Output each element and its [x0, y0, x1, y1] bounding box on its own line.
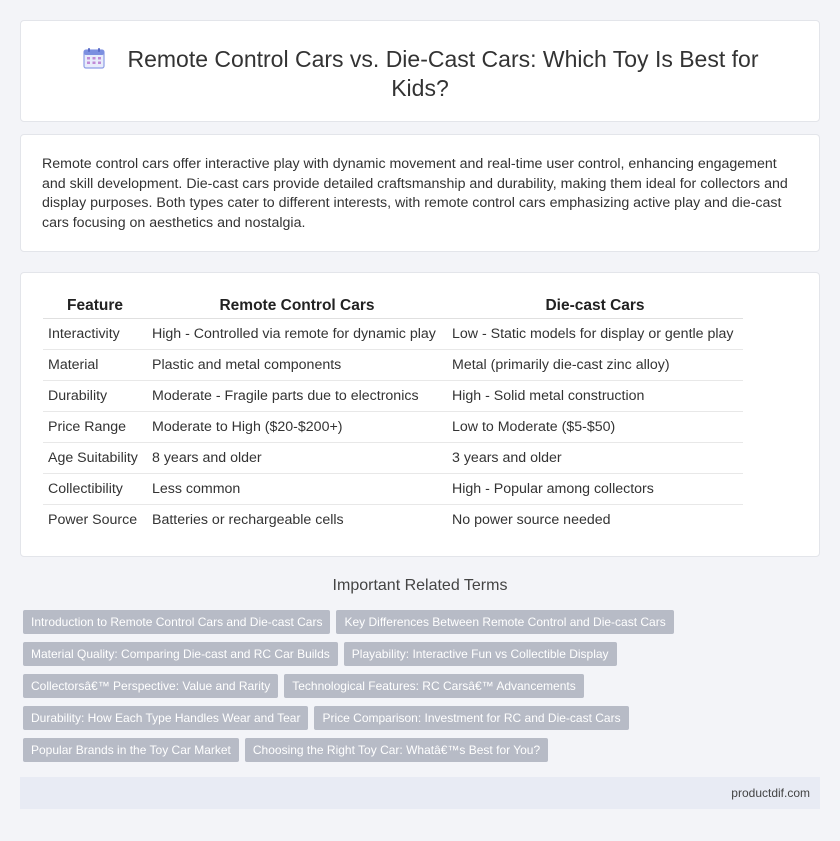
related-term-chip[interactable]: Popular Brands in the Toy Car Market — [23, 738, 239, 762]
comparison-card — [20, 272, 820, 557]
rc-cell: High - Controlled via remote for dynamic play — [147, 318, 447, 349]
table-row — [43, 411, 743, 442]
related-term-chip[interactable]: Key Differences Between Remote Control and Die-cast Cars — [336, 610, 673, 634]
header-feature: Feature — [43, 295, 147, 318]
related-term-chip[interactable]: Choosing the Right Toy Car: Whatâ€™s Best for You? — [245, 738, 548, 762]
intro-text: Remote control cars offer interactive play with dynamic movement and real-time user control, enhancing engagement and skill development. Die-cast cars provide detailed craftsmanship and durability, making them ideal for collectors and display purposes. Both types cater to different interests, with remote control cars emphasizing active play and die-cast cars focusing on aesthetics and nostalgia. — [42, 156, 788, 231]
related-terms-list — [23, 610, 803, 770]
table-row — [43, 318, 743, 349]
related-terms-title: Important Related Terms — [332, 577, 508, 594]
related-term-chip[interactable]: Price Comparison: Investment for RC and Die-cast Cars — [314, 706, 628, 730]
header-card — [20, 20, 820, 122]
diecast-cell: 3 years and older — [447, 442, 743, 473]
calendar-icon — [82, 46, 106, 70]
diecast-cell: Low - Static models for display or gentle play — [447, 318, 743, 349]
rc-cell: Moderate - Fragile parts due to electronics — [147, 380, 447, 411]
header-diecast-cars: Die-cast Cars — [447, 295, 743, 318]
feature-cell: Power Source — [48, 511, 138, 528]
feature-cell: Material — [43, 349, 147, 380]
related-term-chip[interactable]: Technological Features: RC Carsâ€™ Advancements — [284, 674, 583, 698]
header-rc-cars: Remote Control Cars — [147, 295, 447, 318]
feature-cell: Collectibility — [43, 473, 147, 504]
rc-cell: Plastic and metal components — [147, 349, 447, 380]
table-row — [43, 504, 743, 535]
diecast-cell: Low to Moderate ($5-$50) — [447, 411, 743, 442]
diecast-cell: No power source needed — [452, 511, 611, 528]
feature-cell: Interactivity — [43, 318, 147, 349]
related-term-chip[interactable]: Collectorsâ€™ Perspective: Value and Rarity — [23, 674, 278, 698]
table-row — [43, 442, 743, 473]
chip-row — [23, 642, 803, 674]
table-row — [43, 349, 743, 380]
diecast-cell: High - Popular among collectors — [447, 473, 743, 504]
related-term-chip[interactable]: Material Quality: Comparing Die-cast and RC Car Builds — [23, 642, 338, 666]
feature-cell: Price Range — [43, 411, 147, 442]
feature-cell: Durability — [43, 380, 147, 411]
related-term-chip[interactable]: Durability: How Each Type Handles Wear and Tear — [23, 706, 308, 730]
rc-cell: Batteries or rechargeable cells — [152, 511, 344, 528]
footer-bar — [20, 777, 820, 809]
diecast-cell: High - Solid metal construction — [447, 380, 743, 411]
page-title: Remote Control Cars vs. Die-Cast Cars: Which Toy Is Best for Kids? — [127, 46, 759, 101]
diecast-cell: Metal (primarily die-cast zinc alloy) — [447, 349, 743, 380]
chip-row — [23, 610, 803, 642]
table-row — [43, 380, 743, 411]
intro-card — [20, 134, 820, 252]
comparison-table — [43, 295, 743, 535]
feature-cell: Age Suitability — [43, 442, 147, 473]
rc-cell: Less common — [147, 473, 447, 504]
related-term-chip[interactable]: Introduction to Remote Control Cars and Die-cast Cars — [23, 610, 330, 634]
chip-row — [23, 706, 803, 738]
table-row — [43, 473, 743, 504]
footer-site-name: productdif.com — [731, 786, 810, 800]
table-header-row — [43, 295, 743, 318]
rc-cell: 8 years and older — [147, 442, 447, 473]
chip-row — [23, 738, 803, 770]
rc-cell: Moderate to High ($20-$200+) — [147, 411, 447, 442]
chip-row — [23, 674, 803, 706]
page-title-wrap — [81, 45, 759, 103]
related-term-chip[interactable]: Playability: Interactive Fun vs Collectible Display — [344, 642, 617, 666]
